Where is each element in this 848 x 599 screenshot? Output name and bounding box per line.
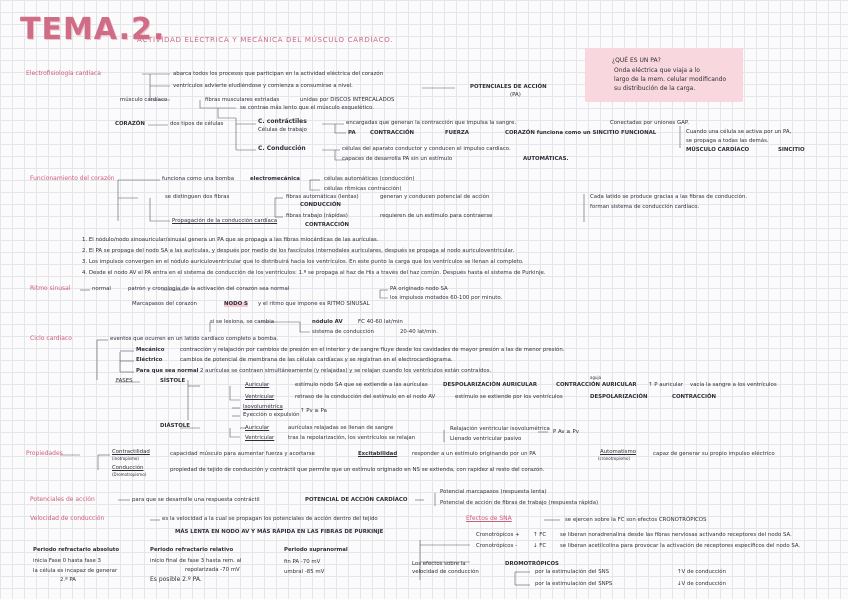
text: POTENCIALES DE ACCIÓN [470, 84, 547, 90]
text: retraso de la conducción del estímulo en el nodo AV [295, 394, 436, 400]
text: (Dromotropismo) [112, 472, 147, 477]
text: CORAZÓN funciona como un SINCITIO FUNCIONAL [505, 130, 657, 136]
list-item: 3. Los impulsos convergen en el nódulo auriculoventricular que lo distribuirá hacia los ventrículos. En este punto la carga que los ventrículos se llenan al completo. [82, 259, 524, 265]
text: Marcapasos del corazón [132, 301, 197, 307]
text: ↓V de conducción [677, 581, 727, 587]
page-subtitle: ACTIVIDAD ELÉCTRICA Y MECÁNICA DEL MÚSCULO CARDÍACO. [137, 35, 394, 44]
text: Eléctrico [136, 357, 163, 363]
text: fin PA -70 mV [284, 559, 321, 565]
text: Relajación ventricular isovolumétrica [450, 426, 550, 432]
text: SÍSTOLE [160, 378, 186, 384]
text: PA [348, 130, 356, 136]
text: células rítmicas contracción) [324, 186, 402, 192]
section-heading: Velocidad de conducción [30, 515, 105, 522]
text: Auricular [245, 382, 270, 388]
note-line: su distribución de la carga. [614, 85, 696, 92]
text: CONTRACCIÓN AURICULAR [556, 382, 637, 388]
text: ↑ P auricular [648, 382, 684, 388]
section-heading: Ciclo cardíaco [30, 335, 72, 342]
text: DROMOTRÓPICOS [505, 561, 559, 567]
text: capaz de generar su propio impulso eléctrico [653, 451, 775, 457]
text: abarca todos los procesos que participan en la actividad eléctrica del corazón [173, 71, 384, 77]
text: los impulsos motados 60-100 por minuto. [390, 295, 503, 301]
note-box [585, 48, 743, 102]
text: ↑ Pv ≥ Pa [300, 408, 327, 414]
text: Es posible 2.º PA. [150, 576, 202, 583]
text: se liberan acetilcolina para provocar la activación de receptores específicos del nodo SA. [560, 543, 801, 549]
text: se ejercen sobre la FC son efectos CRONOTRÓPICOS [565, 517, 707, 523]
text: Para que sea normal [136, 368, 199, 374]
text: dos tipos de células [170, 121, 224, 127]
note-question: ¿QUÉ ES UN PA? [612, 57, 661, 64]
text: Periodo supranormal [284, 547, 348, 553]
text: DESPOLARIZACIÓN AURICULAR [443, 382, 537, 388]
text: contracción y relajación por cambios de presión en el interior y de sangre fluye desde los cavidades de mayor presión a las de menor presión. [180, 347, 565, 353]
section-heading: Funcionamiento del corazón [30, 175, 115, 182]
text: inicia Fase 0 hasta fase 3 [33, 558, 101, 564]
text: ↑ FC [533, 532, 547, 538]
text: propiedad de tejido de conducción y contráctil que permite que un estímulo originado en NS se extienda, con rapidez al resto del corazón. [170, 467, 545, 473]
text: y el ritmo que impone es RITMO SINUSAL [258, 301, 370, 307]
list-item: 2. El PA se propaga del nodo SA a las aurículas, y después por medio de los fascículos internodales auriculares, después se propaga al nodo auriculoventricular. [82, 248, 515, 254]
text: Auricular [245, 425, 270, 431]
text: tras la repolarización, los ventrículos se relajan [288, 435, 416, 441]
text: CONTRACCIÓN [672, 394, 717, 400]
section-heading: CORAZÓN [115, 121, 145, 127]
text: Conducción [112, 465, 144, 471]
text: forman sistema de conducción cardíaco. [590, 204, 700, 210]
note-line: Onda eléctrica que viaja a lo [614, 67, 700, 74]
text: repolarizada -70 mV [185, 567, 240, 573]
text: CONDUCCIÓN [300, 202, 341, 208]
text: Cada latido se produce gracias a las fibras de conducción. [590, 194, 748, 200]
text: Cuando una célula se activa por un PA, [686, 129, 792, 135]
text: 20-40 lat/min. [400, 329, 438, 335]
text: (PA) [510, 92, 521, 98]
text: vacía la sangre a los ventrículos [690, 382, 777, 388]
text: Los efectos sobre la velocidad de conducción [412, 561, 479, 576]
text: estímulo se extiende por los ventrículos [455, 394, 563, 400]
text: CONTRACCIÓN [305, 222, 350, 228]
section-heading: Potenciales de acción [30, 496, 95, 503]
text: FC 40-60 lat/min [358, 319, 403, 325]
text: POTENCIAL DE ACCIÓN CARDÍACO [305, 497, 408, 503]
text: Cronotrópicos - [476, 543, 518, 549]
text: DESPOLARIZACIÓN [590, 394, 648, 400]
text: Isovolumétrica [243, 404, 283, 410]
text: MÁS LENTA EN NODO AV Y MÁS RÁPIDA EN LAS FIBRAS DE PURKINJE [175, 529, 384, 535]
text: eventos que ocurren en un latido cardíaco completo a bomba. [110, 336, 279, 342]
text: se distinguen dos fibras [165, 194, 230, 200]
text: Conectadas por uniones GAP. [610, 120, 689, 126]
text: unidas por DISCOS INTERCALADOS [300, 97, 395, 103]
text: DIÁSTOLE [160, 423, 190, 429]
text: 2 aurículas se contraen simultáneamente (y relajadas) y se relajan cuando los ventrículos están contraídos. [200, 368, 492, 374]
list-item: 1. El nódulo/nodo sinoauricular/sinusal genera un PA que se propaga a las fibras miocárdicas de las aurículas. [82, 237, 379, 243]
section-heading: Electrofisiología cardíaca [26, 70, 101, 77]
text: funciona como una bomba [162, 176, 234, 182]
text: PA originado nodo SA [390, 286, 448, 292]
text: ventrículos advierte eludiéndose y comienza a consumirse a nivel. [173, 83, 353, 89]
text: células del aparato conductor y conducen el impulso cardíaco. [342, 146, 511, 152]
text: si se lesiona, se cambia [210, 319, 275, 325]
text: cambios de potencial de membrana de las células cardíacas y se registran en el electrocardiograma. [180, 357, 453, 363]
text: Eyección o expulsión [243, 412, 300, 418]
text: Potencial de acción de fibras de trabajo (respuesta rápida) [440, 500, 599, 506]
text: Potencial marcapasos (respuesta lenta) [440, 489, 547, 495]
text: C. Conducción [258, 145, 306, 152]
text: para que se desarrolle una respuesta contráctil [132, 497, 260, 503]
section-heading: Ritmo sinusal [30, 285, 71, 292]
text: músculo cardíaco [120, 97, 168, 103]
text: Contractilidad [112, 449, 150, 455]
text: SINCITIO [778, 147, 805, 153]
text: es la velocidad a la cual se propagan los potenciales de acción dentro del tejido [162, 516, 378, 522]
text: sistema de conducción [312, 329, 374, 335]
text: NODO S [224, 301, 248, 307]
text: generan y conducen potencial de acción [380, 194, 490, 200]
text: AUTOMÁTICAS. [523, 156, 569, 162]
text: nódulo AV [312, 319, 343, 325]
text: la célula es incapaz de generar [33, 568, 118, 574]
text: electromecánica [250, 176, 300, 182]
text: CONTRACCIÓN [370, 130, 415, 136]
text: fibras trabajo (rápidas) [286, 213, 348, 219]
text: capacidad músculo para aumentar fuerza y acortarse [170, 451, 315, 457]
text: Llenado ventricular pasivo [450, 436, 522, 442]
text: C. contráctiles [258, 118, 307, 125]
text: requieren de un estímulo para contraerse [380, 213, 493, 219]
text: (inotropismo) [112, 456, 139, 461]
text: ↓ FC [533, 543, 547, 549]
text: fibras musculares estriadas [205, 97, 280, 103]
text: (cronotropismo) [598, 456, 630, 461]
text: Automatismo [600, 449, 637, 455]
text: por la estimulación del SNPS [535, 581, 613, 587]
list-item: 4. Desde el nodo AV el PA entra en el sistema de conducción de los ventrículos: 1.º se propaga al haz de His a través del haz común. Después hasta el sistema de Purkinje. [82, 270, 546, 276]
text: aurículas relajadas se llenan de sangre [288, 425, 394, 431]
text: capaces de desarrolla PA sin un estímulo [342, 156, 453, 162]
section-heading: Propiedades [26, 450, 63, 457]
text: Ventricular [245, 435, 275, 441]
text: Células de trabajo [258, 127, 307, 133]
text: Periodo refractario relativo [150, 547, 234, 553]
text: Mecánico [136, 347, 165, 353]
text: Propagación de la conducción cardíaca [172, 218, 278, 224]
text: Ventricular [245, 394, 275, 400]
text: por la estimulación del SNS [535, 569, 610, 575]
text: fibras automáticas (lentas) [286, 194, 359, 200]
text: se propaga a todas las demás. [686, 138, 769, 144]
text: P Av ≥ Pv [553, 429, 579, 435]
text: inicio final de fase 3 hasta rem. al [150, 558, 242, 564]
text: umbral -85 mV [284, 569, 325, 575]
text: Periodo refractario absoluto [33, 547, 120, 553]
text: responder a un estímulo originando por un PA [412, 451, 536, 457]
text: Cronotrópicos + [476, 532, 520, 538]
text: Excitabilidad [358, 451, 398, 457]
text: normal [92, 286, 111, 292]
text: 2.º PA [60, 577, 76, 583]
text: células automáticas (conducción) [324, 176, 415, 182]
text: se liberan noradrenalina desde las fibras nerviosas activando receptores del nodo SA. [560, 532, 792, 538]
text: encargadas que generan la contracción que impulsa la sangre. [346, 120, 517, 126]
text: FUERZA [445, 130, 469, 136]
text: FASES [116, 378, 133, 384]
text: estímulo nodo SA que se extiende a las aurículas [295, 382, 428, 388]
text: se contrae más lento que el músculo esquelético. [240, 105, 374, 111]
text: patrón y cronología de la activación del corazón sea normal [128, 286, 290, 292]
text: ↑V de conducción [677, 569, 727, 575]
page-title: TEMA.2. [20, 12, 166, 47]
text: MÚSCULO CARDÍACO [686, 147, 750, 153]
note-line: largo de la mem. celular modificando [614, 76, 727, 83]
section-heading: Efectos de SNA [466, 515, 512, 522]
text: aguja [590, 375, 602, 380]
